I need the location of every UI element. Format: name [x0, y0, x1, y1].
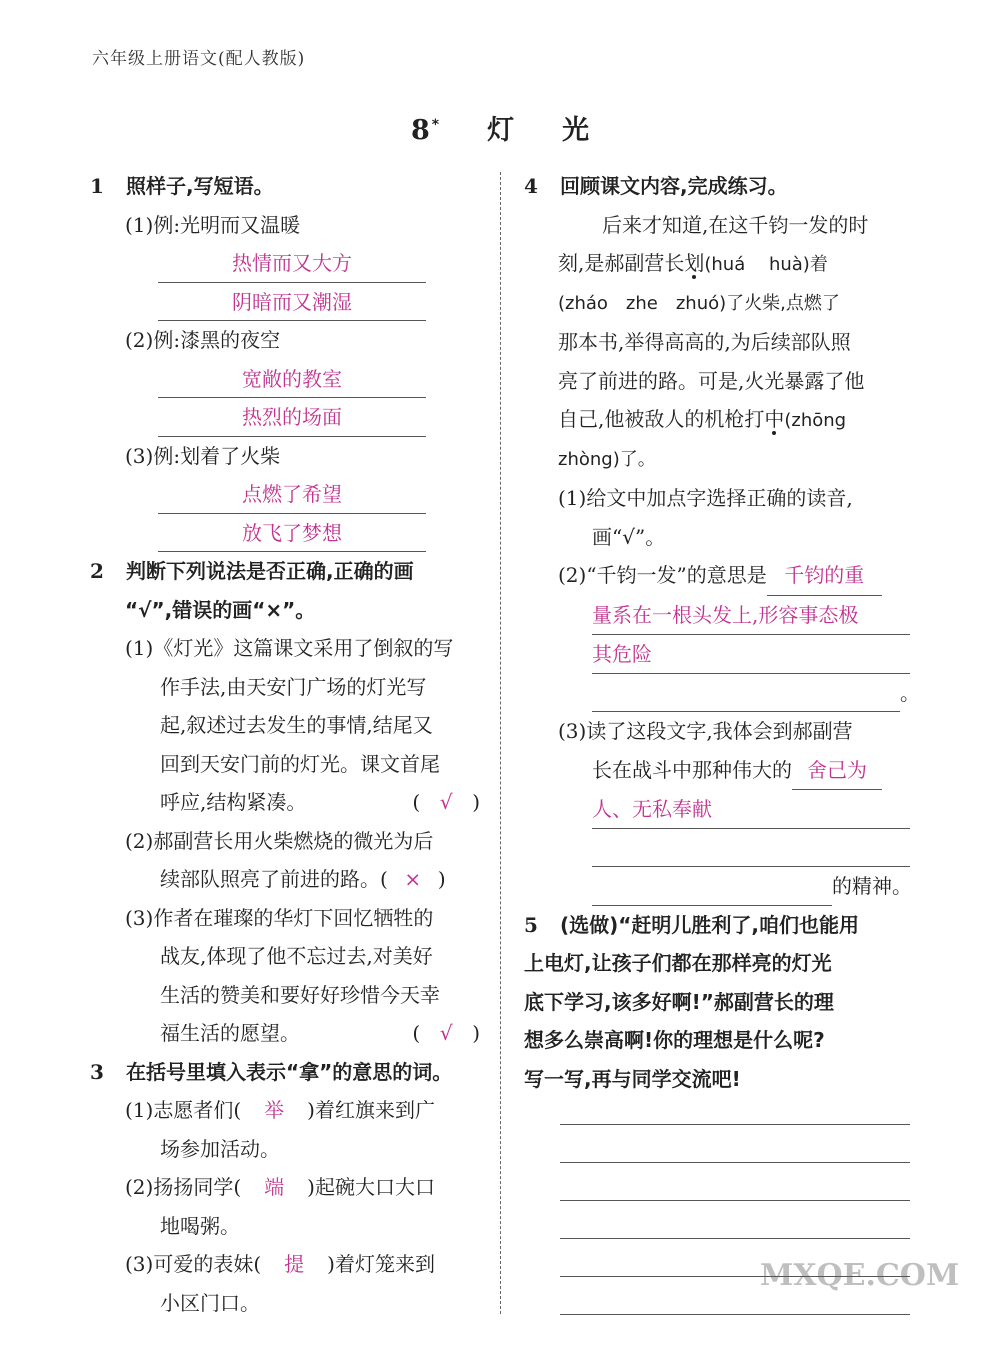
passage-line: 亮了前进的路。可是,火光暴露了他	[558, 368, 865, 393]
q4-prompt: 4 回顾课文内容,完成练习。	[524, 174, 788, 198]
lesson-title: 8 * 灯 光	[410, 115, 590, 146]
column-divider	[500, 172, 501, 1314]
answer-line[interactable]	[592, 681, 900, 712]
q4-sub1: (1)给文中加点字选择正确的读音,	[558, 486, 853, 510]
q3-item-2: (2)扬扬同学( 端 )起碗大口大口	[90, 1168, 486, 1207]
q1-answer-line[interactable]: 热烈的场面	[158, 398, 426, 437]
right-column: 4 回顾课文内容,完成练习。 后来才知道,在这千钧一发的时 刻,是郝副营长划(huá huà)着 (zháo zhe zhuó)了火柴,点燃了 那本书,举得高高的,为后续部队照 亮了前进的路。可是,火光暴露了他 自己,他被敌人的机枪打中(zhōng zhòng)了。 (1)给文中加点字选择正确的读音, 画“√”。 (2)“千钧一发”的意思是 千钧的重 量系在一根头发上,形容事态极 其危险 。 (3)读了这段文字,我体会到郝副营 长在战斗中那种伟大的 舍己为 人、无私奉献 的精神。 5 (选做)“赶明儿胜利了,咱们也能用 上电灯,让孩子们都在那样亮的灯光 底下学习,该多好啊!”郝副营长的理 想多么崇高啊!你的理想是什么呢? 写一写,再与同学交流吧!	[524, 167, 920, 1098]
passage-line: 刻,是郝副营长划(huá huà)着	[558, 251, 828, 275]
writing-line[interactable]	[560, 1238, 910, 1239]
q1-answer-line[interactable]: 放飞了梦想	[158, 514, 426, 553]
q3-item-3: (3)可爱的表妹( 提 )着灯笼来到	[90, 1245, 486, 1284]
answer-blank[interactable]: 千钧的重	[767, 556, 882, 596]
q2-prompt-cont: “√”,错误的画“×”。	[125, 597, 316, 622]
q1-answer-line[interactable]: 阴暗而又潮湿	[158, 283, 426, 322]
pinyin-options[interactable]: (huá huà)着	[704, 254, 828, 275]
fill-blank[interactable]: 举	[264, 1098, 285, 1122]
q1-example-1: (1)例:光明而又温暖	[125, 212, 301, 237]
pinyin-options[interactable]: (zháo zhe zhuó)了火柴,点燃了	[558, 292, 840, 314]
q3-prompt: 3 在括号里填入表示“拿”的意思的词。	[90, 1059, 453, 1084]
pinyin-options[interactable]: (zhōng	[784, 410, 847, 431]
book-header: 六年级上册语文(配人教版)	[92, 49, 306, 69]
answer-line[interactable]	[592, 875, 832, 906]
passage-line: 后来才知道,在这千钧一发的时	[602, 212, 869, 237]
q5-prompt: 5 (选做)“赶明儿胜利了,咱们也能用	[524, 912, 860, 937]
q1-answer-line[interactable]: 点燃了希望	[158, 475, 426, 514]
q3-item-1: (1)志愿者们( 举 )着红旗来到广	[90, 1091, 486, 1130]
q2-item-1: (1)《灯光》这篇课文采用了倒叙的写	[125, 636, 454, 660]
writing-line[interactable]	[560, 1124, 910, 1125]
q2-prompt: 2 判断下列说法是否正确,正确的画	[90, 559, 414, 583]
judge-mark[interactable]: ( √ )	[412, 790, 480, 814]
q1-example-3: (3)例:划着了火柴	[125, 443, 281, 468]
writing-line[interactable]	[560, 1200, 910, 1201]
answer-line[interactable]: 量系在一根头发上,形容事态极	[592, 596, 910, 636]
judge-mark[interactable]: ( √ )	[412, 1021, 480, 1045]
q1-example-2: (2)例:漆黑的夜空	[125, 328, 281, 352]
watermark-text: MXQE.COM	[760, 1258, 960, 1293]
judge-mark[interactable]: ( × )	[380, 867, 446, 891]
answer-blank[interactable]: 舍己为	[792, 751, 882, 791]
q1-prompt: 1 照样子,写短语。	[90, 174, 274, 198]
dotted-char: 划	[684, 251, 705, 275]
fill-blank[interactable]: 提	[284, 1252, 305, 1276]
q2-item-2: (2)郝副营长用火柴燃烧的微光为后	[125, 828, 434, 853]
q2-item-3: (3)作者在璀璨的华灯下回忆牺牲的	[125, 905, 434, 930]
q4-sub3: (3)读了这段文字,我体会到郝副营	[558, 719, 853, 743]
answer-line[interactable]: 其危险	[592, 635, 910, 674]
fill-blank[interactable]: 端	[264, 1175, 285, 1199]
answer-line[interactable]	[592, 829, 910, 868]
writing-line[interactable]	[560, 1314, 910, 1315]
dotted-char: 中	[764, 407, 785, 431]
q1-answer-line[interactable]: 宽敞的教室	[158, 360, 426, 399]
writing-line[interactable]	[560, 1162, 910, 1163]
pinyin-options[interactable]: zhòng)了。	[558, 448, 656, 470]
left-column: 1 照样子,写短语。 (1)例:光明而又温暖 热情而又大方 阴暗而又潮湿 (2)例:漆黑的夜空 宽敞的教室 热烈的场面 (3)例:划着了火柴 点燃了希望 放飞了梦想 2 判断下列说法是否正确,正确的画 “√”,错误的画“×”。 (1)《灯光》这篇课文采用了倒叙的写 作手法,由天安门广场的灯光写 起,叙述过去发生的事情,结尾又 回到天安门前的灯光。课文首尾 呼应,结构紧凑。 ( √ ) (2)郝副营长用火柴燃烧的微光为后 续部队照亮了前进的路。( × ) (3)作者在璀璨的华灯下回忆牺牲的 战友,体现了他不忘过去,对美好 生活的赞美和要好好珍惜今天幸 福生活的愿望。 ( √ ) 3 在括号里填入表示“拿”的意思的词。 (1)志愿者们( 举 )着红旗来到广 场参加活动。 (2)扬扬同学( 端 )起碗大口大口 地喝粥。 (3)可爱的表妹( 提 )着灯笼来到 小区门口。	[90, 167, 486, 1322]
passage-line: 那本书,举得高高的,为后续部队照	[558, 330, 851, 354]
q4-sub2: (2)“千钧一发”的意思是 千钧的重	[524, 556, 920, 596]
answer-line[interactable]: 人、无私奉献	[592, 790, 910, 829]
passage-line: 自己,他被敌人的机枪打中(zhōng	[558, 407, 847, 431]
writing-line[interactable]	[560, 1276, 910, 1277]
q1-answer-line[interactable]: 热情而又大方	[158, 244, 426, 283]
